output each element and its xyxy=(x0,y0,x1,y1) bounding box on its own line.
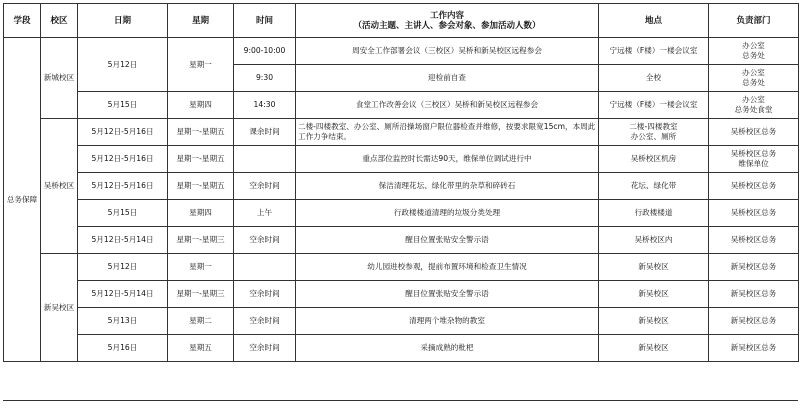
table-row xyxy=(4,92,799,119)
dept-cell: 办公室 总务处 xyxy=(709,65,799,92)
content-cell: 行政楼楼道清理的垃圾分类处理 xyxy=(296,200,599,227)
dept-cell: 新吴校区总务 xyxy=(709,335,799,362)
location-cell: 花坛、绿化带 xyxy=(599,173,709,200)
time-cell: 课余时间 xyxy=(234,119,296,146)
header-location: 地点 xyxy=(599,4,709,38)
weekday-cell: 星期四 xyxy=(168,92,234,119)
header-date: 日期 xyxy=(78,4,168,38)
header-time: 时间 xyxy=(234,4,296,38)
table-row xyxy=(4,308,799,335)
date-cell: 5月12日-5月16日 xyxy=(78,173,168,200)
time-cell: 空余时间 xyxy=(234,308,296,335)
weekday-cell: 星期一-星期三 xyxy=(168,227,234,254)
schedule-table xyxy=(3,3,799,362)
content-cell: 二楼-四楼教室、办公室、厕所沿操场窗户限位器检查并维修，按要求限宽15cm，本周此工作力争结束。 xyxy=(296,119,599,146)
location-cell: 新吴校区 xyxy=(599,308,709,335)
location-cell: 全校 xyxy=(599,65,709,92)
dept-cell: 办公室 总务处食堂 xyxy=(709,92,799,119)
campus-cell: 吴桥校区 xyxy=(41,119,78,254)
time-cell: 空余时间 xyxy=(234,281,296,308)
table-row xyxy=(4,119,799,146)
weekday-cell: 星期四 xyxy=(168,200,234,227)
dept-cell: 新吴校区总务 xyxy=(709,254,799,281)
content-cell: 醒目位置张贴安全警示语 xyxy=(296,281,599,308)
header-department: 负责部门 xyxy=(709,4,799,38)
weekday-cell: 星期一-星期五 xyxy=(168,119,234,146)
table-row xyxy=(4,227,799,254)
date-cell: 5月12日 xyxy=(78,38,168,92)
time-cell: 空余时间 xyxy=(234,335,296,362)
header-campus: 校区 xyxy=(41,4,78,38)
date-cell: 5月12日-5月16日 xyxy=(78,119,168,146)
time-cell: 14:30 xyxy=(234,92,296,119)
table-row xyxy=(4,254,799,281)
time-cell: 上午 xyxy=(234,200,296,227)
header-school: 学段 xyxy=(4,4,41,38)
dept-cell: 新吴校区总务 xyxy=(709,281,799,308)
weekday-cell: 星期一-星期五 xyxy=(168,173,234,200)
header-row xyxy=(4,4,799,38)
date-cell: 5月12日-5月16日 xyxy=(78,146,168,173)
campus-cell: 新城校区 xyxy=(41,38,78,119)
dept-cell: 吴桥校区总务 维保单位 xyxy=(709,146,799,173)
table-row xyxy=(4,146,799,173)
dept-cell: 吴桥校区总务 xyxy=(709,200,799,227)
date-cell: 5月15日 xyxy=(78,200,168,227)
location-cell: 新吴校区 xyxy=(599,335,709,362)
weekday-cell: 星期一-星期五 xyxy=(168,146,234,173)
table-row xyxy=(4,281,799,308)
header-content-title: 工作内容 xyxy=(429,10,464,21)
section-cell: 总务保障 xyxy=(4,38,41,362)
date-cell: 5月12日-5月14日 xyxy=(78,281,168,308)
time-cell: 空余时间 xyxy=(234,173,296,200)
location-cell: 宁远楼（F楼）一楼会议室 xyxy=(599,38,709,65)
time-cell: 9:30 xyxy=(234,65,296,92)
header-weekday: 星期 xyxy=(168,4,234,38)
location-cell: 宁远楼（F楼）一楼会议室 xyxy=(599,92,709,119)
table-row xyxy=(4,38,799,65)
content-cell: 保洁清理花坛、绿化带里的杂草和碎砖石 xyxy=(296,173,599,200)
content-cell: 清理两个堆杂物的教室 xyxy=(296,308,599,335)
time-cell xyxy=(234,254,296,281)
header-content xyxy=(296,4,599,38)
content-cell: 周安全工作部署会议（三校区）吴桥和新吴校区远程参会 xyxy=(296,38,599,65)
dept-cell: 吴桥校区总务 xyxy=(709,119,799,146)
weekday-cell: 星期五 xyxy=(168,335,234,362)
time-cell: 空余时间 xyxy=(234,227,296,254)
content-cell: 采摘成熟的枇杷 xyxy=(296,335,599,362)
time-cell xyxy=(234,146,296,173)
dept-cell: 吴桥校区总务 xyxy=(709,227,799,254)
weekday-cell: 星期一-星期三 xyxy=(168,281,234,308)
table-row xyxy=(4,200,799,227)
content-cell: 迎检前自查 xyxy=(296,65,599,92)
weekday-cell: 星期一 xyxy=(168,254,234,281)
location-cell: 新吴校区 xyxy=(599,254,709,281)
date-cell: 5月13日 xyxy=(78,308,168,335)
content-cell: 幼儿园进校参观，提前布置环境和检查卫生情况 xyxy=(296,254,599,281)
table-row xyxy=(4,173,799,200)
campus-cell: 新吴校区 xyxy=(41,254,78,362)
date-cell: 5月15日 xyxy=(78,92,168,119)
weekday-cell: 星期二 xyxy=(168,308,234,335)
content-cell: 醒目位置张贴安全警示语 xyxy=(296,227,599,254)
location-cell: 新吴校区 xyxy=(599,281,709,308)
content-cell: 重点部位监控时长需达90天，维保单位调试进行中 xyxy=(296,146,599,173)
date-cell: 5月12日 xyxy=(78,254,168,281)
table-row xyxy=(4,335,799,362)
location-cell: 二楼-四楼教室 办公室、厕所 xyxy=(599,119,709,146)
dept-cell: 办公室 总务处 xyxy=(709,38,799,65)
date-cell: 5月12日-5月14日 xyxy=(78,227,168,254)
date-cell: 5月16日 xyxy=(78,335,168,362)
content-cell: 食堂工作改善会议（三校区）吴桥和新吴校区远程参会 xyxy=(296,92,599,119)
weekday-cell: 星期一 xyxy=(168,38,234,92)
dept-cell: 吴桥校区总务 xyxy=(709,173,799,200)
location-cell: 吴桥校区内 xyxy=(599,227,709,254)
location-cell: 吴桥校区机房 xyxy=(599,146,709,173)
location-cell: 行政楼楼道 xyxy=(599,200,709,227)
dept-cell: 新吴校区总务 xyxy=(709,308,799,335)
header-content-subtitle: （活动主题、主讲人、参会对象、参加活动人数） xyxy=(353,20,541,31)
time-cell: 9:00-10:00 xyxy=(234,38,296,65)
